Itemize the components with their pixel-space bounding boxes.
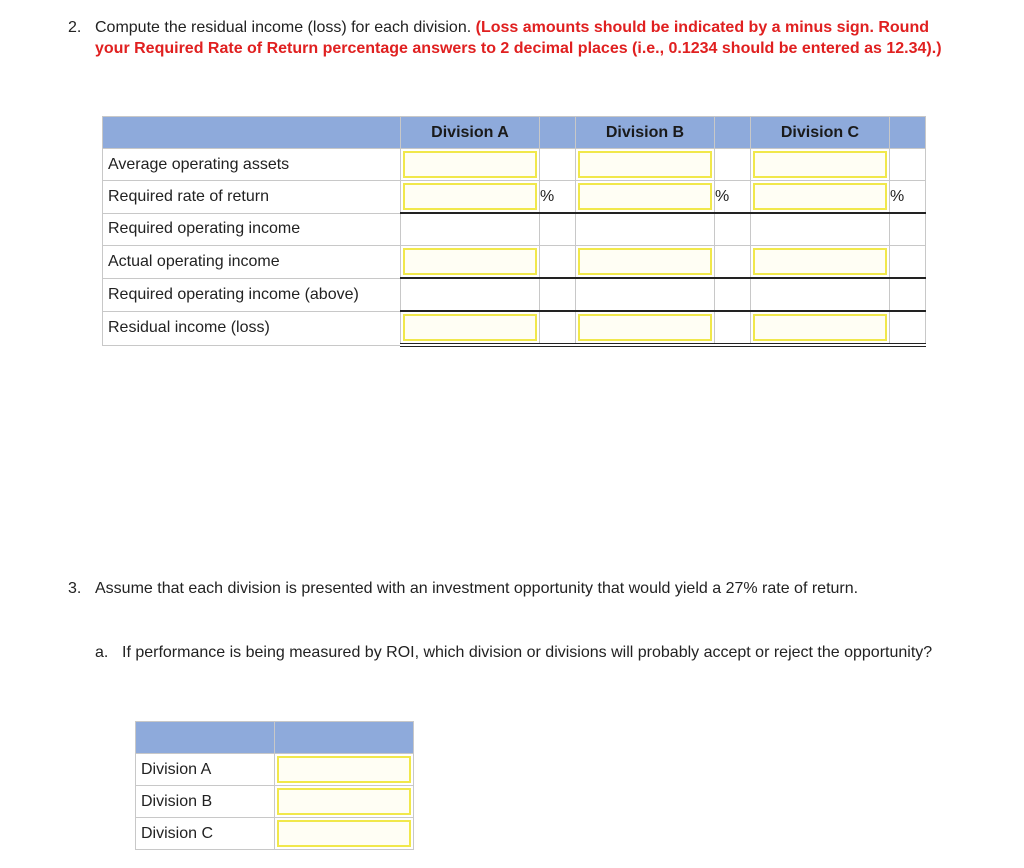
header-blank-cell	[715, 117, 751, 149]
residual-income-c-input[interactable]	[753, 314, 887, 341]
residual-income-a-input[interactable]	[403, 314, 537, 341]
header-division-b: Division B	[576, 117, 715, 149]
roi-decision-table	[135, 721, 414, 850]
table-header-row	[103, 117, 926, 149]
avg-assets-a-input[interactable]	[403, 151, 537, 178]
sub-question-letter: a.	[95, 644, 109, 661]
rate-a-input[interactable]	[403, 183, 537, 210]
percent-sign: %	[540, 181, 576, 214]
row-label: Required operating income	[103, 213, 401, 246]
table-header-row	[136, 722, 414, 754]
row-label: Division C	[136, 818, 275, 850]
question-number: 3.	[68, 580, 82, 597]
table-row	[136, 786, 414, 818]
actual-income-c-input[interactable]	[753, 248, 887, 275]
actual-income-b-input[interactable]	[578, 248, 712, 275]
row-label: Residual income (loss)	[103, 311, 401, 345]
rate-b-input[interactable]	[578, 183, 712, 210]
question-text: Assume that each division is presented with an investment opportunity that would yield a 27% rate of return.	[95, 580, 859, 597]
row-label: Division B	[136, 786, 275, 818]
actual-income-a-input[interactable]	[403, 248, 537, 275]
question-text: Compute the residual income (loss) for each division.	[95, 19, 472, 36]
residual-income-table	[102, 116, 926, 347]
table-row	[136, 754, 414, 786]
table-row	[103, 278, 926, 311]
table-row	[136, 818, 414, 850]
table-row	[103, 213, 926, 246]
table-row	[103, 311, 926, 345]
header-blank-cell	[103, 117, 401, 149]
header-division-c: Division C	[751, 117, 890, 149]
row-label: Required operating income (above)	[103, 278, 401, 311]
row-label: Required rate of return	[103, 181, 401, 214]
division-b-decision-input[interactable]	[277, 788, 411, 815]
percent-sign: %	[715, 181, 751, 214]
table-row	[103, 246, 926, 279]
avg-assets-c-input[interactable]	[753, 151, 887, 178]
header-division-a: Division A	[401, 117, 540, 149]
rate-c-input[interactable]	[753, 183, 887, 210]
header-blank-cell	[540, 117, 576, 149]
row-label: Division A	[136, 754, 275, 786]
division-a-decision-input[interactable]	[277, 756, 411, 783]
question-number: 2.	[68, 19, 82, 36]
percent-sign: %	[890, 181, 926, 214]
avg-assets-b-input[interactable]	[578, 151, 712, 178]
question-text: If performance is being measured by ROI, which division or divisions will probably accept or reject the opportunity?	[122, 644, 933, 661]
header-blank-cell	[275, 722, 414, 754]
row-label: Actual operating income	[103, 246, 401, 279]
header-blank-cell	[136, 722, 275, 754]
instruction-text: (Loss amounts should be indicated by a minus sign. Round your Required Rate of Return percentage answers to 2 decimal places (i.e., 0.1234 should be entered as 12.34).)	[95, 19, 942, 57]
header-blank-cell	[890, 117, 926, 149]
table-row	[103, 149, 926, 181]
row-label: Average operating assets	[103, 149, 401, 181]
table-row	[103, 181, 926, 214]
residual-income-b-input[interactable]	[578, 314, 712, 341]
division-c-decision-input[interactable]	[277, 820, 411, 847]
